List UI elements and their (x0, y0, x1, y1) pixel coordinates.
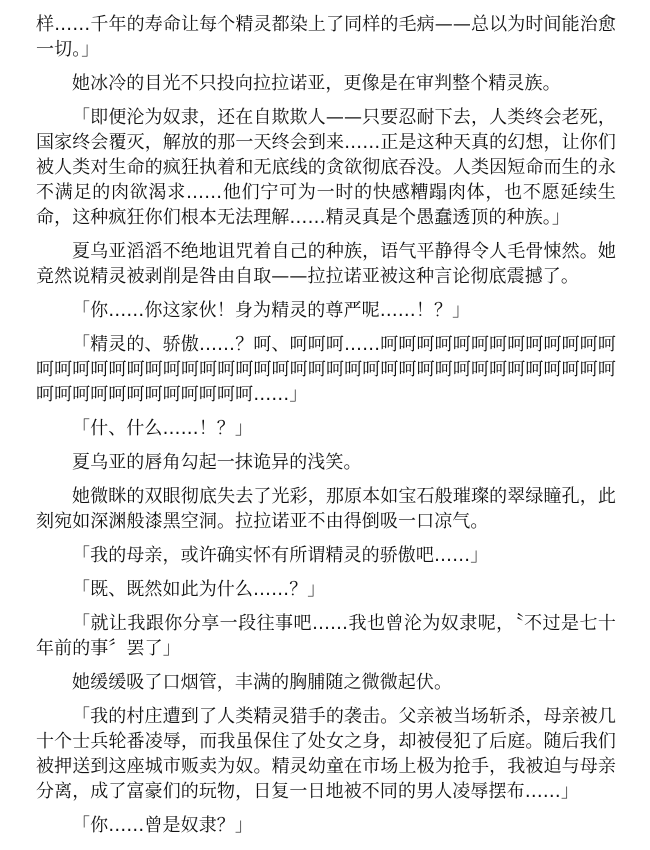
paragraph: 「你……你这家伙！身为精灵的尊严呢……！？」 (72, 300, 471, 321)
paragraph: 她冰冷的目光不只投向拉拉诺亚，更像是在审判整个精灵族。 (72, 73, 561, 94)
paragraph: 她缓缓吸了口烟管，丰满的胸脯随之微微起伏。 (72, 672, 453, 693)
paragraph: 夏乌亚滔滔不绝地诅咒着自己的种族，语气平静得令人毛骨悚然。她竟然说精灵被剥削是咎由自取——拉拉诺亚被这种言论彻底震撼了。 (36, 241, 616, 287)
paragraph: 「我的村庄遭到了人类精灵猎手的袭击。父亲被当场斩杀，母亲被几十个士兵轮番凌辱，而我虽保住了处女之身，却被侵犯了后庭。随后我们被押送到这座城市贩卖为奴。精灵幼童在市场上极为抢手，我被迫与母亲分离，成了富豪们的玩物，日复一日地被不同的男人凌辱摆布……」 (36, 706, 616, 802)
paragraph: 夏乌亚的唇角勾起一抹诡异的浅笑。 (72, 452, 362, 473)
paragraph: 样……千年的寿命让每个精灵都染上了同样的毛病——总以为时间能治愈一切。」 (36, 14, 616, 60)
paragraph: 「精灵的、骄傲……？呵、呵呵呵……呵呵呵呵呵呵呵呵呵呵呵呵呵呵呵呵呵呵呵呵呵呵呵呵呵呵呵呵呵呵呵呵呵呵呵呵呵呵呵呵呵呵呵呵呵呵呵呵呵呵呵呵呵呵呵呵呵……」 (36, 334, 616, 405)
paragraph: 「既、既然如此为什么……？」 (72, 579, 326, 600)
paragraph: 「我的母亲，或许确实怀有所谓精灵的骄傲吧……」 (72, 545, 489, 566)
document-page (36, 12, 616, 847)
paragraph: 她微眯的双眼彻底失去了光彩，那原本如宝石般璀璨的翠绿瞳孔，此刻宛如深渊般漆黑空洞。拉拉诺亚不由得倒吸一口凉气。 (36, 486, 616, 532)
paragraph: 「什、什么……！？」 (72, 418, 253, 439)
paragraph: 「即便沦为奴隶，还在自欺欺人——只要忍耐下去，人类终会老死，国家终会覆灭，解放的那一天终会到来……正是这种天真的幻想，让你们被人类对生命的疯狂执着和无底线的贪欲彻底吞没。人类因短命而生的永不满足的肉欲渴求……他们宁可为一时的快感糟蹋肉体，也不愿延续生命，这种疯狂你们根本无法理解……精灵真是个愚蠢透顶的种族。」 (36, 107, 616, 228)
paragraph: 「你……曾是奴隶？」 (72, 815, 253, 836)
paragraph: 「就让我跟你分享一段往事吧……我也曾沦为奴隶呢，〝不过是七十年前的事〞罢了」 (36, 613, 616, 659)
